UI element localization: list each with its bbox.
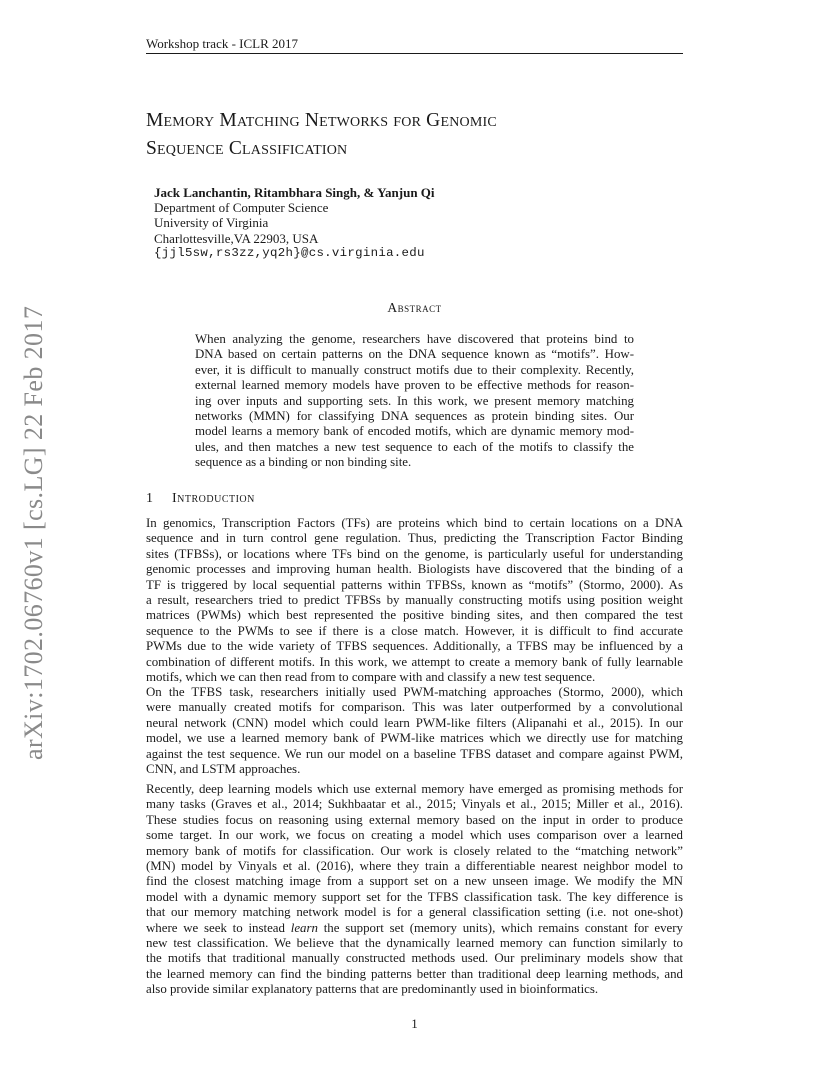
author-department: Department of Computer Science [154,200,329,216]
paragraph-line: a result, researchers tried to predict TFBSs by manually constructing motifs using position weight [146,592,683,607]
paragraph-line: sequence to the PWMs to see if there is a close match. However, it is difficult to find accurate [146,623,683,638]
abstract-line: external learned memory models have proven to be effective methods for reason- [195,378,634,393]
intro-paragraph-3 [146,782,683,997]
header-rule [146,53,683,54]
paragraph-line: On the TFBS task, researchers initially used PWM-matching approaches (Stormo, 2000), which [146,685,683,699]
abstract-line: ules, and then matches a new test sequence to each of the motifs to classify the [195,439,634,454]
paragraph-line: find the closest matching image from a support set on a new unseen image. We modify the MN [146,874,683,889]
paragraph-line: sites (TFBSs), or locations where TFs bind on the genome, is particularly useful for understanding [146,546,683,561]
paragraph-line: sequence and in turn control gene regulation. Thus, predicting the Transcription Factor Binding [146,531,683,546]
title-line-1: Memory Matching Networks for Genomic [146,110,497,131]
paragraph-line [146,921,683,936]
abstract-line: ing over inputs and supporting sets. In this work, we present memory matching [195,393,634,408]
abstract-body [195,332,634,471]
author-email: {jjl5sw,rs3zz,yq2h}@cs.virginia.edu [154,245,425,260]
author-names: Jack Lanchantin, Ritambhara Singh, & Yanjun Qi [154,185,435,200]
author-block [154,185,435,261]
paragraph-line: new test classification. We believe that the dynamically learned memory can function similarly to [146,935,683,950]
author-university: University of Virginia [154,215,269,231]
abstract-line: When analyzing the genome, researchers have discovered that proteins bind to [195,332,634,346]
paragraph-line: (MN) model by Vinyals et al. (2016), where they train a differentiable nearest neighbor model to [146,858,683,873]
paragraph-line: many tasks (Graves et al., 2014; Sukhbaatar et al., 2015; Vinyals et al., 2015; Miller et al., 2016). [146,797,683,812]
intro-paragraph-2 [146,685,683,777]
abstract-line: model learns a memory bank of encoded motifs, which are dynamic memory mod- [195,424,634,439]
paragraph-line: model, we use a learned memory bank of PWM-like matrices which we directly use for matching [146,731,683,746]
running-header: Workshop track - ICLR 2017 [146,36,299,51]
paragraph-line: the motifs that traditional manually constructed methods used. Our preliminary models show that [146,951,683,966]
paragraph-line: against the test sequence. We run our model on a baseline TFBS dataset and compare against PWM, [146,746,683,761]
paragraph-line: neural network (CNN) model which could learn PWM-like filters (Alipanahi et al., 2015). In our [146,715,683,730]
page-number: 1 [411,1016,418,1031]
paragraph-line: In genomics, Transcription Factors (TFs) are proteins which bind to certain locations on a DNA [146,516,683,530]
paragraph-line: model with a dynamic memory support set for the TFBS classification task. The key difference is [146,889,683,904]
paragraph-line: matrices (PWMs) which best represented the positive binding sites, and then compared the test [146,608,683,623]
paragraph-line: motifs, which we can then read from to compare with and classify a new test sequence. [146,669,596,684]
paragraph-line: were manually created motifs for comparison. This was later outperformed by a convolutional [146,700,683,715]
paragraph-line: These studies focus on reasoning using external memory based on the input in order to produce [146,812,683,827]
abstract-line: DNA based on certain patterns on the DNA sequence known as “motifs”. How- [195,347,634,362]
emphasis-learn: learn [290,920,318,935]
line-text: where we seek to instead [146,920,291,935]
paragraph-line: also provide similar explanatory patterns that are predominantly used in bioinformatics. [146,982,599,997]
paper-title [146,107,683,163]
intro-paragraph-1 [146,516,683,685]
section-number: 1 [146,491,153,506]
arxiv-stamp: arXiv:1702.06760v1 [cs.LG] 22 Feb 2017 [19,305,48,760]
line-text: the support set (memory units), which remains constant for every [317,920,683,935]
paragraph-line: combination of different motifs. In this work, we attempt to create a memory bank of fully learnable [146,654,683,669]
paragraph-line: genomic processes and improving human health. Biologists have discovered that the binding of a [146,562,683,577]
paragraph-line: Recently, deep learning models which use external memory have emerged as promising methods for [146,782,683,796]
abstract-line: sequence as a binding or non binding site. [195,455,412,470]
paragraph-line: memory bank of motifs for classification. Our work is closely related to the “matching network” [146,843,683,858]
paragraph-line: TF is triggered by local sequential patterns within TFBSs, known as “motifs” (Stormo, 2000). As [146,577,683,592]
section-title: Introduction [172,491,255,506]
abstract-line: ever, it is difficult to manually construct motifs due to their complexity. Recently, [195,362,634,377]
paragraph-line: CNN, and LSTM approaches. [146,761,301,776]
abstract-line: networks (MMN) for classifying DNA sequences as protein binding sites. Our [195,408,634,423]
paragraph-line: PWMs due to the wide variety of TFBS sequences. Additionally, a TFBS may be influenced by a [146,639,683,654]
abstract-heading: Abstract [387,300,442,315]
author-location: Charlottesville,VA 22903, USA [154,230,319,246]
paragraph-line: the learned memory can find the binding patterns better than traditional deep learning methods, and [146,966,683,981]
paragraph-line: that our memory matching network model is for a general classification setting (i.e. not one-shot) [146,905,683,920]
section-heading-introduction [146,491,255,507]
title-line-2: Sequence Classification [146,138,348,159]
paragraph-line: some target. In our work, we focus on creating a model which uses comparison over a learned [146,828,683,843]
